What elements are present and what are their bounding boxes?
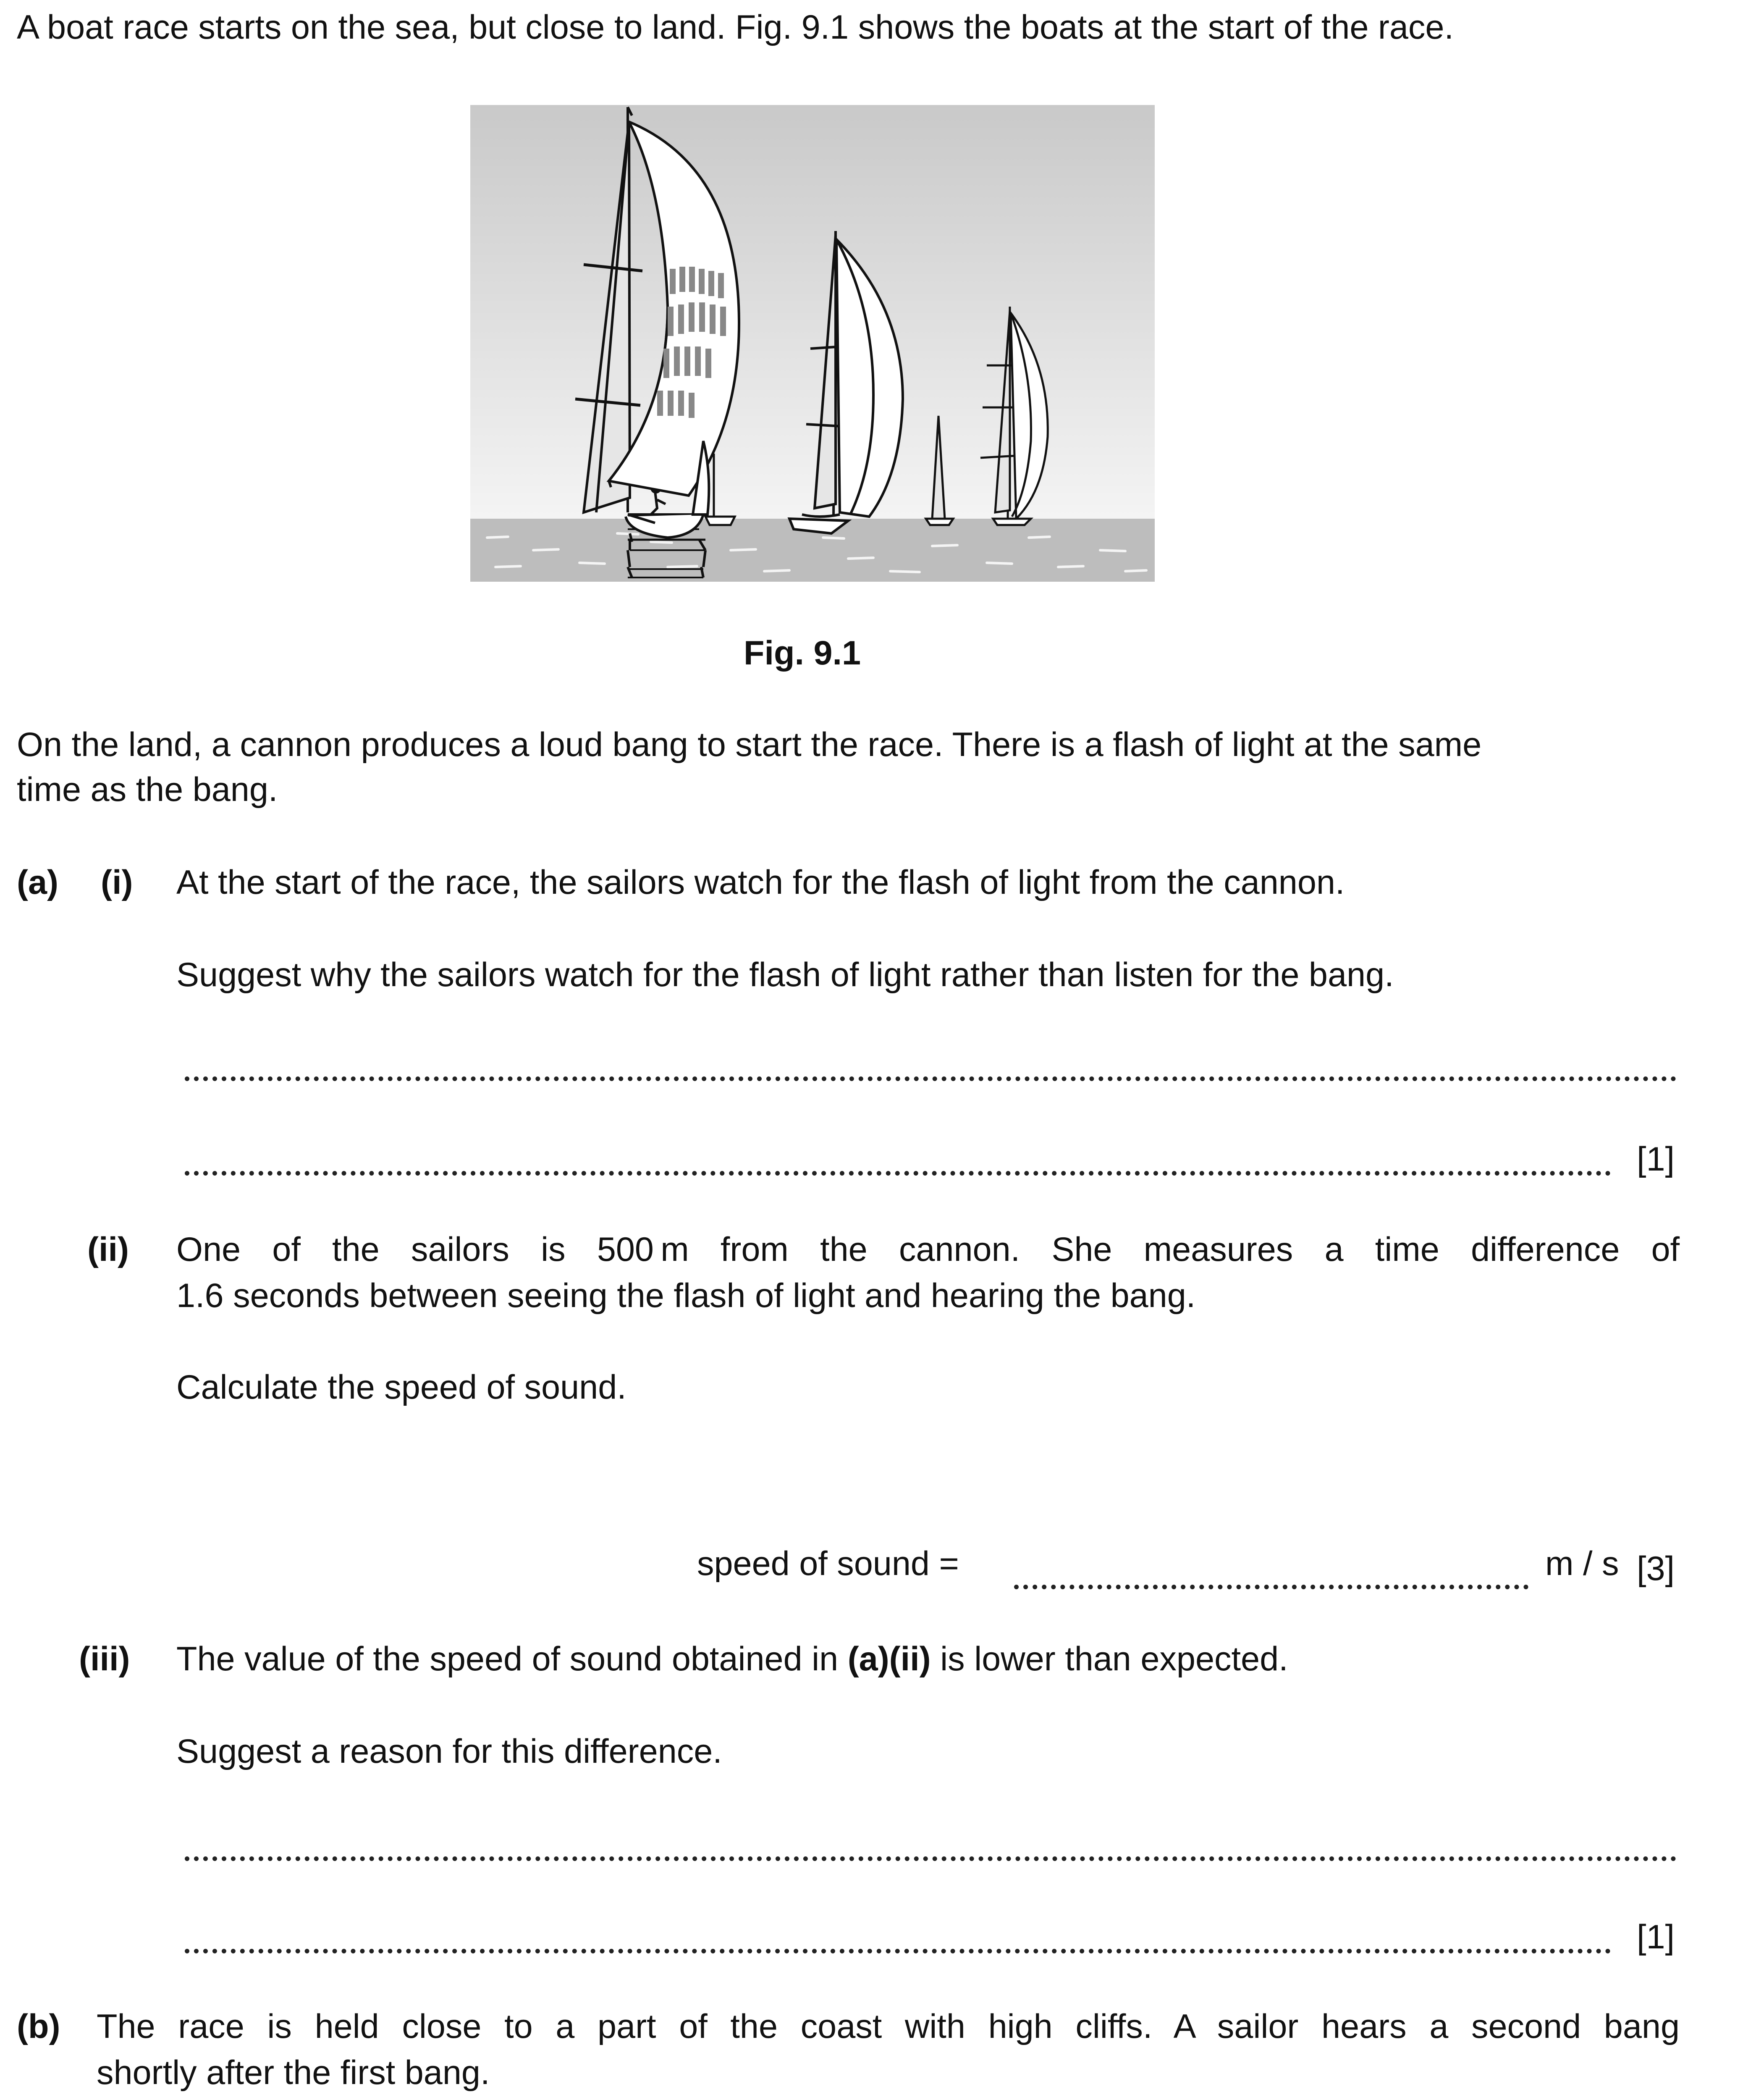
sailing-boats-figure <box>470 105 1155 582</box>
part-a-ii-line-1: One of the sailors is 500 m from the cannon. She measures a time difference of <box>176 1231 1680 1268</box>
part-a-iii-statement <box>176 1637 1288 1682</box>
part-b-line-1-wrap <box>97 2004 1680 2049</box>
answer-line-a-i-2[interactable] <box>185 1171 1611 1176</box>
part-a-ii-line-1-wrap <box>176 1227 1680 1272</box>
part-b-line-2: shortly after the first bang. <box>97 2054 490 2092</box>
part-b-label: (b) <box>17 2008 60 2045</box>
marks-a-ii: [3] <box>1637 1550 1675 1588</box>
intro-text: A boat race starts on the sea, but close to land. Fig. 9.1 shows the boats at the start of the race. <box>17 8 1454 46</box>
part-a-iii-ref: (a)(ii) <box>847 1640 931 1678</box>
part-a-ii-label: (ii) <box>87 1231 129 1268</box>
part-a-ii-line-2: 1.6 seconds between seeing the flash of light and hearing the bang. <box>176 1277 1196 1315</box>
sky <box>470 105 1155 519</box>
speed-answer-line[interactable] <box>1014 1585 1528 1589</box>
answer-line-a-i-1[interactable] <box>185 1076 1676 1081</box>
part-a-i-label: (i) <box>101 864 133 901</box>
context-line-1: On the land, a cannon produces a loud bang to start the race. There is a flash of light at the same <box>17 726 1482 764</box>
marks-a-iii: [1] <box>1637 1918 1675 1956</box>
context-line-2: time as the bang. <box>17 771 278 808</box>
part-a-label: (a) <box>17 864 58 901</box>
speed-unit: m / s <box>1545 1545 1619 1583</box>
part-b-line-1: The race is held close to a part of the coast with high cliffs. A sailor hears a second bang <box>97 2008 1680 2045</box>
answer-line-a-iii-2[interactable] <box>185 1949 1611 1953</box>
speed-answer-label: speed of sound = <box>697 1545 959 1583</box>
part-a-iii-text-after: is lower than expected. <box>930 1640 1288 1678</box>
part-a-ii-prompt: Calculate the speed of sound. <box>176 1368 626 1406</box>
part-a-i-prompt: Suggest why the sailors watch for the flash of light rather than listen for the bang. <box>176 956 1394 994</box>
answer-line-a-iii-1[interactable] <box>185 1856 1676 1861</box>
part-a-iii-text-before: The value of the speed of sound obtained in <box>176 1640 848 1678</box>
part-a-i-statement: At the start of the race, the sailors watch for the flash of light from the cannon. <box>176 864 1345 901</box>
part-a-iii-prompt: Suggest a reason for this difference. <box>176 1732 722 1770</box>
part-a-iii-label: (iii) <box>79 1640 130 1678</box>
marks-a-i: [1] <box>1637 1140 1675 1178</box>
figure-caption: Fig. 9.1 <box>744 634 861 672</box>
